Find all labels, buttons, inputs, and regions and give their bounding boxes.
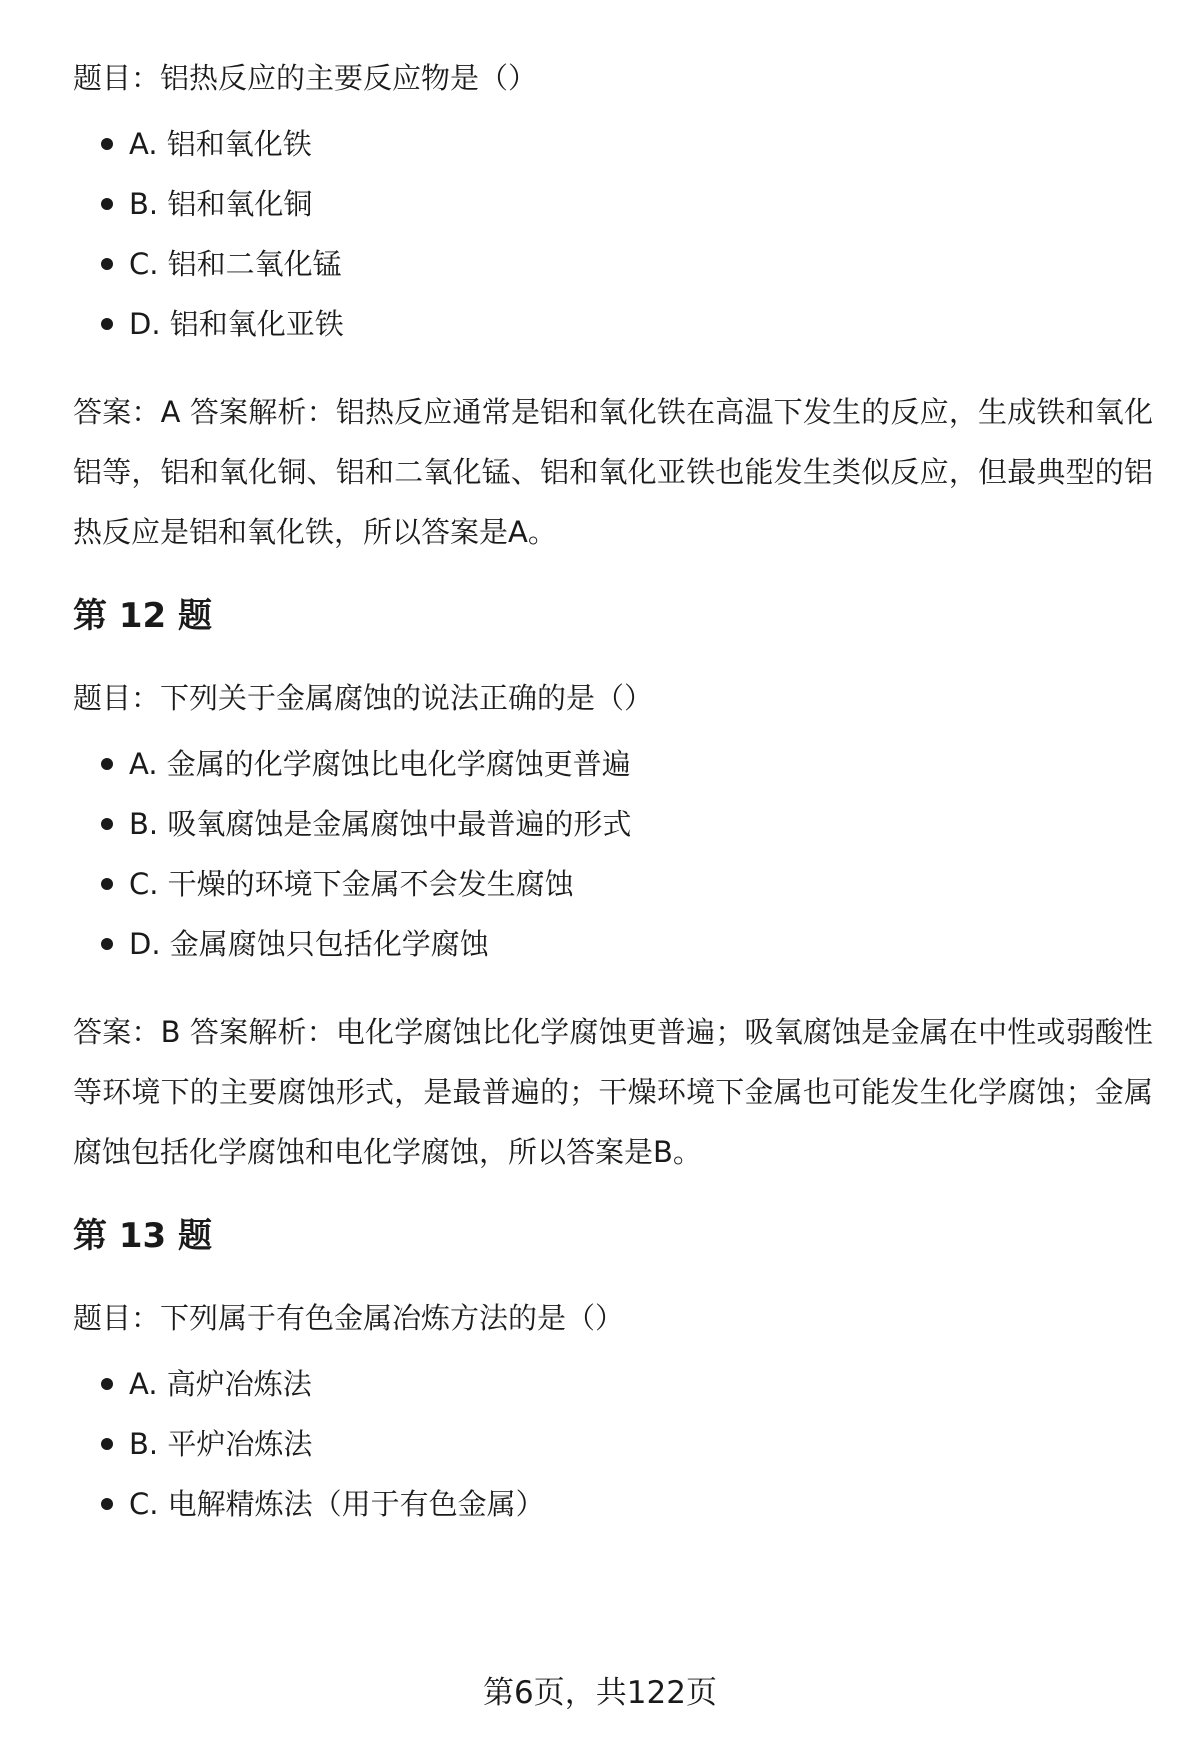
option-b	[73, 1424, 1153, 1484]
question-12-answer: 答案：B 答案解析：电化学腐蚀比化学腐蚀更普遍；吸氧腐蚀是金属在中性或弱酸性等环境下的主要腐蚀形式，是最普遍的；干燥环境下金属也可能发生化学腐蚀；金属腐蚀包括化学腐蚀和电化学腐蚀，所以答案是B。	[73, 1015, 1153, 1169]
option-label: D. 金属腐蚀只包括化学腐蚀	[129, 927, 489, 961]
option-d	[73, 304, 1153, 364]
option-c	[73, 1484, 1153, 1544]
option-label: B. 吸氧腐蚀是金属腐蚀中最普遍的形式	[129, 807, 632, 841]
question-13-options	[73, 1364, 1153, 1544]
option-d	[73, 924, 1153, 984]
option-b	[73, 184, 1153, 244]
question-12-text: 题目：下列关于金属腐蚀的说法正确的是（）	[73, 681, 654, 715]
question-11-answer: 答案：A 答案解析：铝热反应通常是铝和氧化铁在高温下发生的反应，生成铁和氧化铝等，铝和氧化铜、铝和二氧化锰、铝和氧化亚铁也能发生类似反应，但最典型的铝热反应是铝和氧化铁，所以答案是A。	[73, 395, 1153, 549]
option-label: C. 铝和二氧化锰	[129, 247, 342, 281]
option-label: A. 铝和氧化铁	[129, 127, 312, 161]
option-label: C. 干燥的环境下金属不会发生腐蚀	[129, 867, 574, 901]
question-11-options	[73, 124, 1153, 364]
bullet-icon	[101, 938, 113, 950]
question-12-heading: 第 12 题	[73, 596, 212, 636]
question-13-heading: 第 13 题	[73, 1216, 212, 1256]
bullet-icon	[101, 1438, 113, 1450]
bullet-icon	[101, 138, 113, 150]
option-label: A. 高炉冶炼法	[129, 1367, 312, 1401]
question-11-text: 题目：铝热反应的主要反应物是（）	[73, 61, 538, 95]
option-c	[73, 864, 1153, 924]
bullet-icon	[101, 878, 113, 890]
question-13-text: 题目：下列属于有色金属冶炼方法的是（）	[73, 1301, 625, 1335]
bullet-icon	[101, 258, 113, 270]
option-a	[73, 744, 1153, 804]
option-a	[73, 1364, 1153, 1424]
document-page	[73, 58, 1153, 1572]
bullet-icon	[101, 818, 113, 830]
option-label: A. 金属的化学腐蚀比电化学腐蚀更普遍	[129, 747, 631, 781]
question-12-options	[73, 744, 1153, 984]
bullet-icon	[101, 1498, 113, 1510]
option-a	[73, 124, 1153, 184]
page-indicator: 第6页，共122页	[483, 1675, 717, 1711]
bullet-icon	[101, 318, 113, 330]
option-label: B. 平炉冶炼法	[129, 1427, 313, 1461]
option-label: D. 铝和氧化亚铁	[129, 307, 344, 341]
option-b	[73, 804, 1153, 864]
option-label: B. 铝和氧化铜	[129, 187, 313, 221]
option-c	[73, 244, 1153, 304]
bullet-icon	[101, 758, 113, 770]
bullet-icon	[101, 198, 113, 210]
bullet-icon	[101, 1378, 113, 1390]
option-label: C. 电解精炼法（用于有色金属）	[129, 1487, 545, 1521]
